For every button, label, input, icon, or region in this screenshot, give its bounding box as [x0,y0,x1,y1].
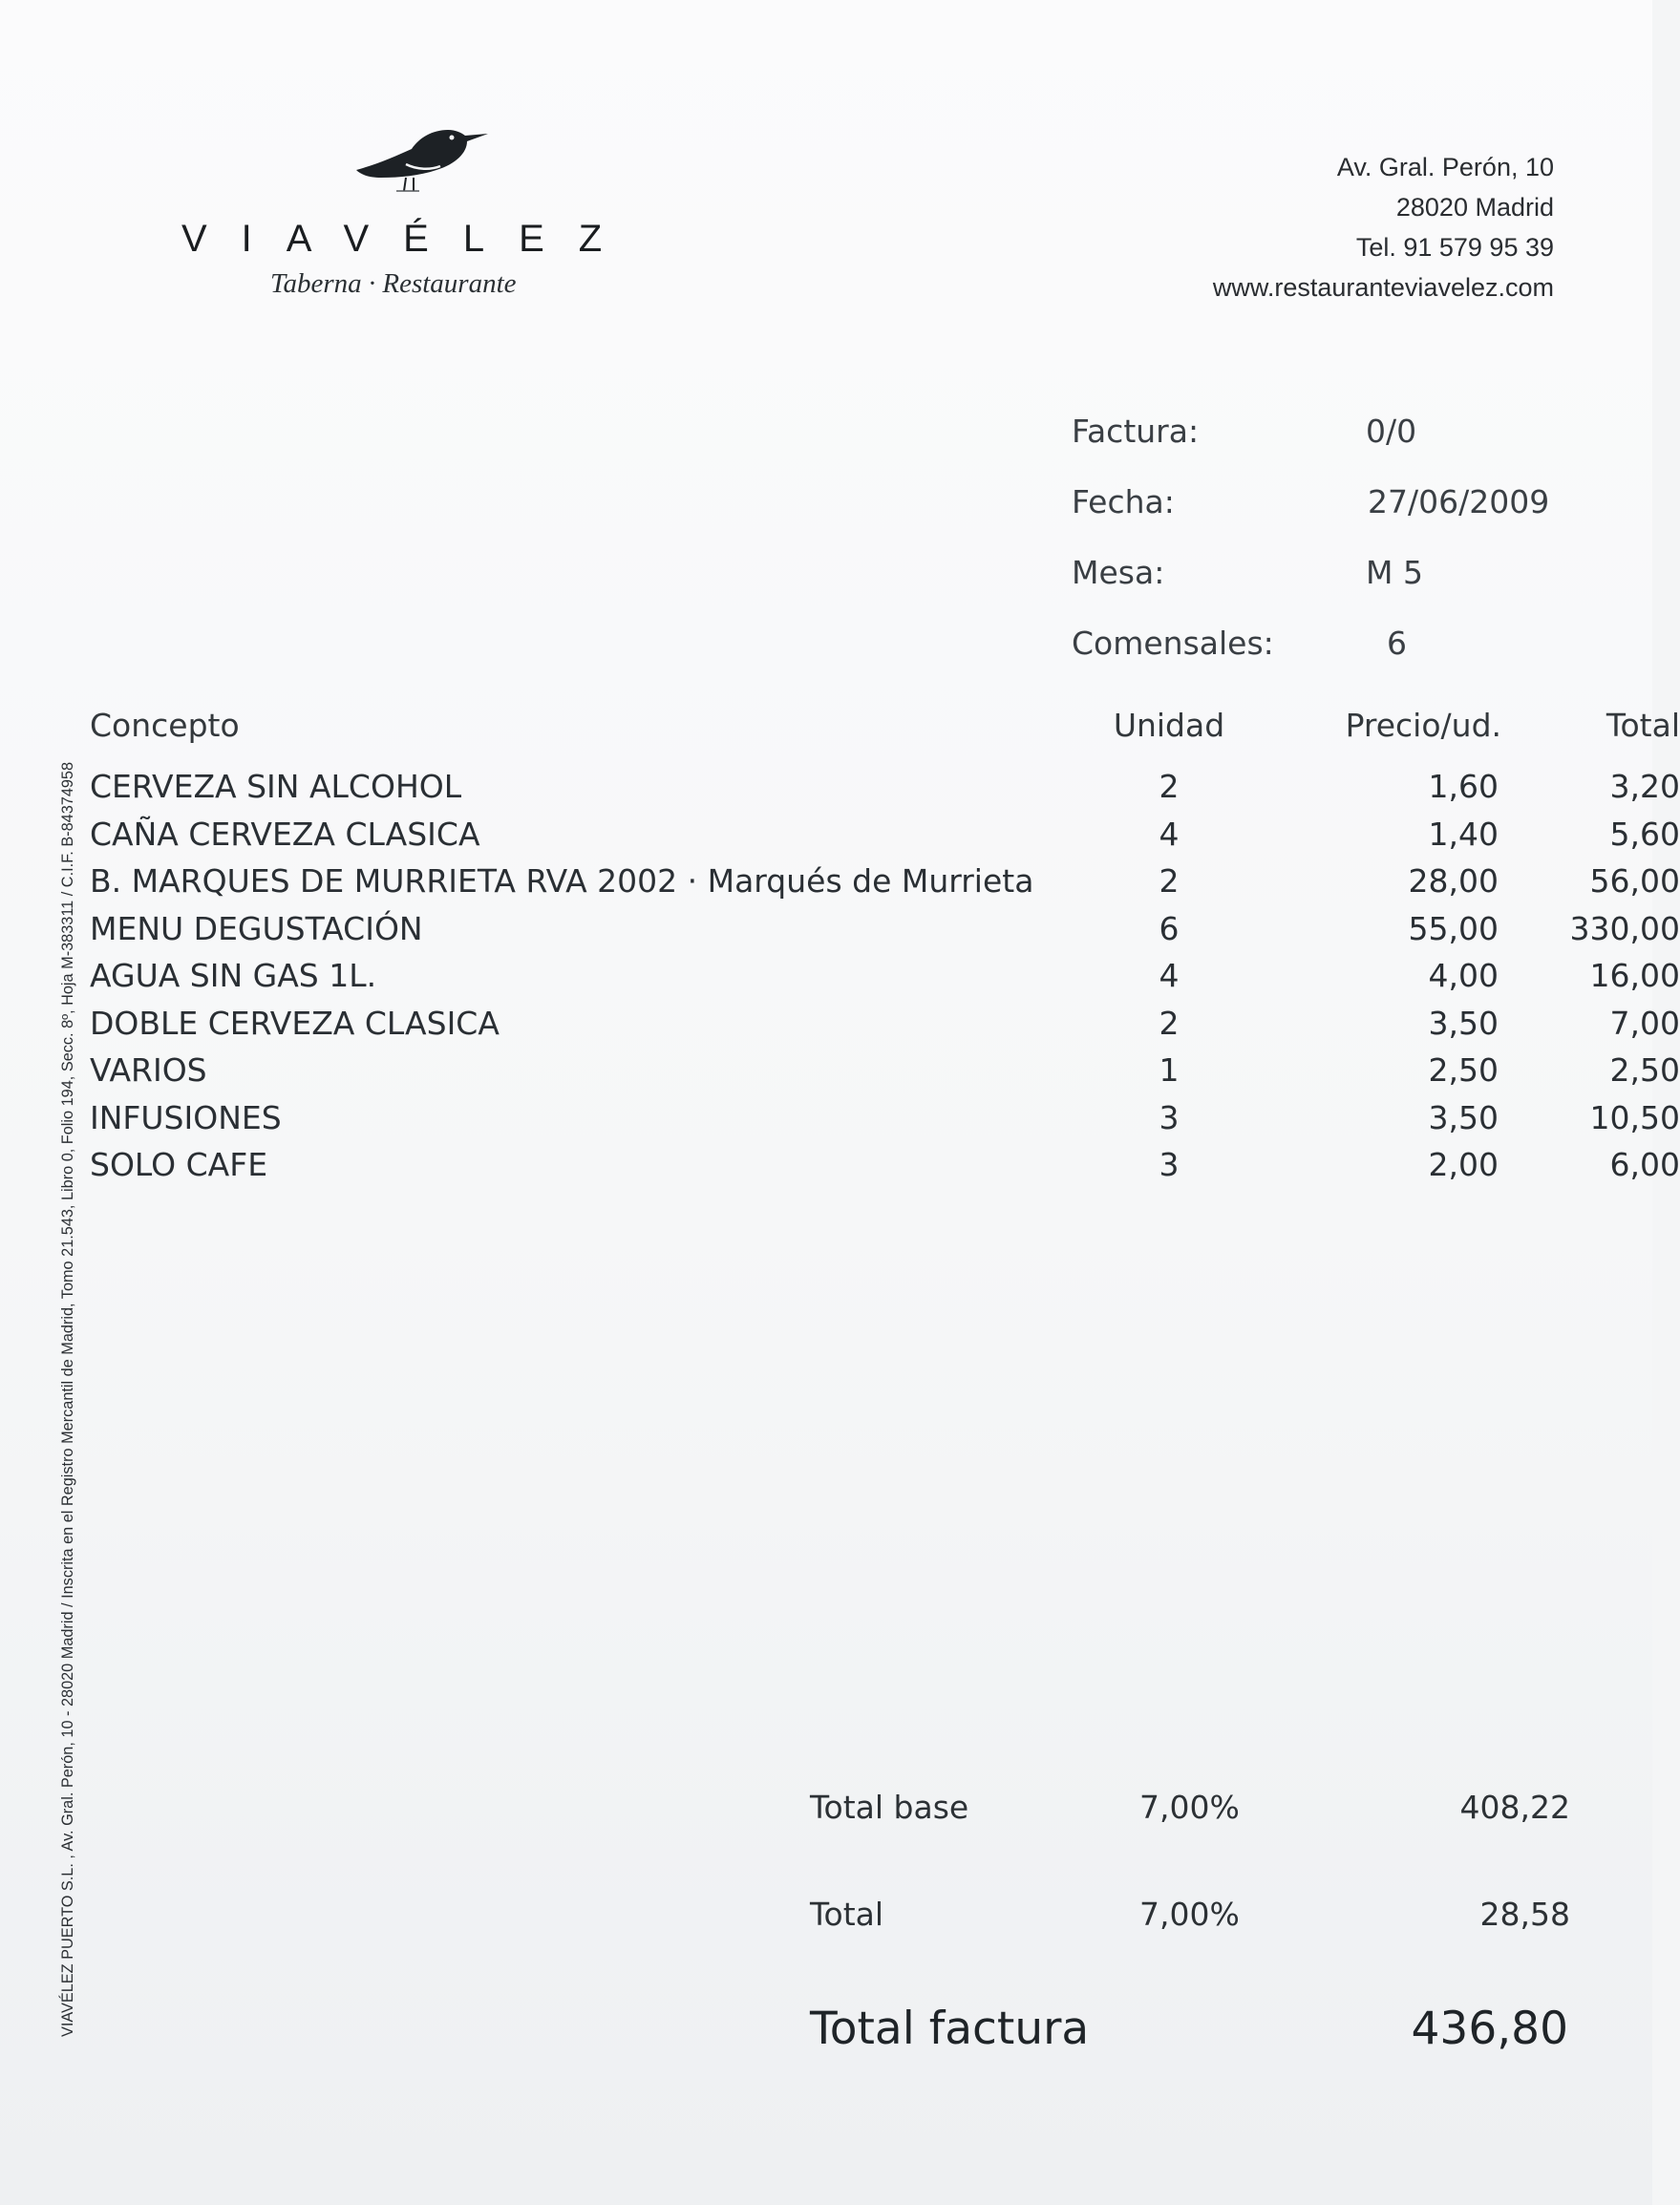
total-tax-rate: 7,00% [1139,1896,1240,1933]
brand-name: VIAVÉLEZ [181,218,637,260]
comensales-value: 6 [1387,625,1407,662]
header-concept: Concepto [90,707,240,744]
item-price: 2,50 [1428,1051,1499,1089]
mesa-value: M 5 [1366,554,1423,591]
item-concept: VARIOS [90,1051,207,1089]
grand-total-label: Total factura [810,2003,1090,2055]
header-total: Total [1606,707,1680,744]
item-concept: SOLO CAFE [90,1146,268,1183]
totals-block [810,1789,1574,2055]
item-price: 55,00 [1408,909,1499,947]
items-header-row [90,707,1680,768]
item-price: 1,40 [1428,815,1499,853]
header-price: Precio/ud. [1345,707,1501,744]
item-total: 3,20 [1609,768,1680,805]
item-total: 7,00 [1609,1004,1680,1042]
item-price: 2,00 [1428,1146,1499,1183]
item-price: 1,60 [1428,768,1499,805]
total-base-rate: 7,00% [1139,1789,1240,1826]
item-total: 5,60 [1609,815,1680,853]
table-row [90,1051,1680,1099]
total-tax-value: 28,58 [1479,1896,1570,1933]
table-row [90,1146,1680,1194]
table-row [90,1004,1680,1052]
items-table [90,707,1680,1194]
item-concept: AGUA SIN GAS 1L. [90,957,377,994]
address-city: 28020 Madrid [1395,193,1554,222]
header-unit: Unidad [1113,707,1225,744]
website-link[interactable]: www.restauranteviavelez.com [1212,273,1554,302]
total-base-row [810,1789,1574,1896]
fecha-label: Fecha: [1072,483,1175,520]
legal-registration-text: VIAVÉLEZ PUERTO S.L. , Av. Gral. Perón, 10 - 28020 Madrid / Inscrita en el Registro Mercantil de Madrid, Tomo 21.543, Libro 0, Folio 194, Secc. 8º, Hoja M-383311 / C.I.F. B-84374958 [59,761,76,2037]
address-street: Av. Gral. Perón, 10 [1336,153,1554,181]
item-total: 330,00 [1569,909,1680,947]
brand-tagline: Taberna · Restaurante [270,268,517,299]
item-concept: MENU DEGUSTACIÓN [90,909,423,947]
item-total: 10,50 [1589,1098,1680,1136]
item-price: 3,50 [1428,1098,1499,1136]
kingfisher-bird-icon [349,115,492,201]
table-row [90,1098,1680,1147]
item-price: 4,00 [1428,957,1499,994]
item-unit: 2 [1159,862,1180,900]
comensales-label: Comensales: [1072,625,1274,662]
item-unit: 3 [1159,1098,1180,1136]
item-unit: 6 [1159,909,1180,947]
phone-number: Tel. 91 579 95 39 [1355,233,1554,262]
item-total: 16,00 [1589,957,1680,994]
fecha-value: 27/06/2009 [1368,483,1550,520]
item-total: 6,00 [1609,1146,1680,1183]
item-concept: B. MARQUES DE MURRIETA RVA 2002 · Marqués de Murrieta [90,862,1034,900]
total-base-label: Total base [810,1789,969,1826]
factura-label: Factura: [1072,413,1200,450]
item-unit: 4 [1159,815,1180,853]
table-row [90,768,1680,816]
factura-value: 0/0 [1366,413,1417,450]
total-tax-row [810,1896,1574,2003]
item-concept: CAÑA CERVEZA CLASICA [90,815,480,853]
item-price: 3,50 [1428,1004,1499,1042]
table-row [90,957,1680,1005]
item-concept: CERVEZA SIN ALCOHOL [90,768,462,805]
item-unit: 1 [1159,1051,1180,1089]
item-total: 56,00 [1589,862,1680,900]
item-price: 28,00 [1408,862,1499,900]
item-concept: DOBLE CERVEZA CLASICA [90,1004,500,1042]
mesa-label: Mesa: [1072,554,1165,591]
total-tax-label: Total [810,1896,884,1933]
table-row [90,909,1680,958]
grand-total-value: 436,80 [1411,2003,1568,2055]
table-row [90,815,1680,863]
item-unit: 4 [1159,957,1180,994]
item-concept: INFUSIONES [90,1098,282,1136]
item-unit: 2 [1159,1004,1180,1042]
item-total: 2,50 [1609,1051,1680,1089]
item-unit: 2 [1159,768,1180,805]
address-block [1213,147,1554,307]
item-unit: 3 [1159,1146,1180,1183]
total-base-value: 408,22 [1459,1789,1570,1826]
table-row [90,862,1680,910]
